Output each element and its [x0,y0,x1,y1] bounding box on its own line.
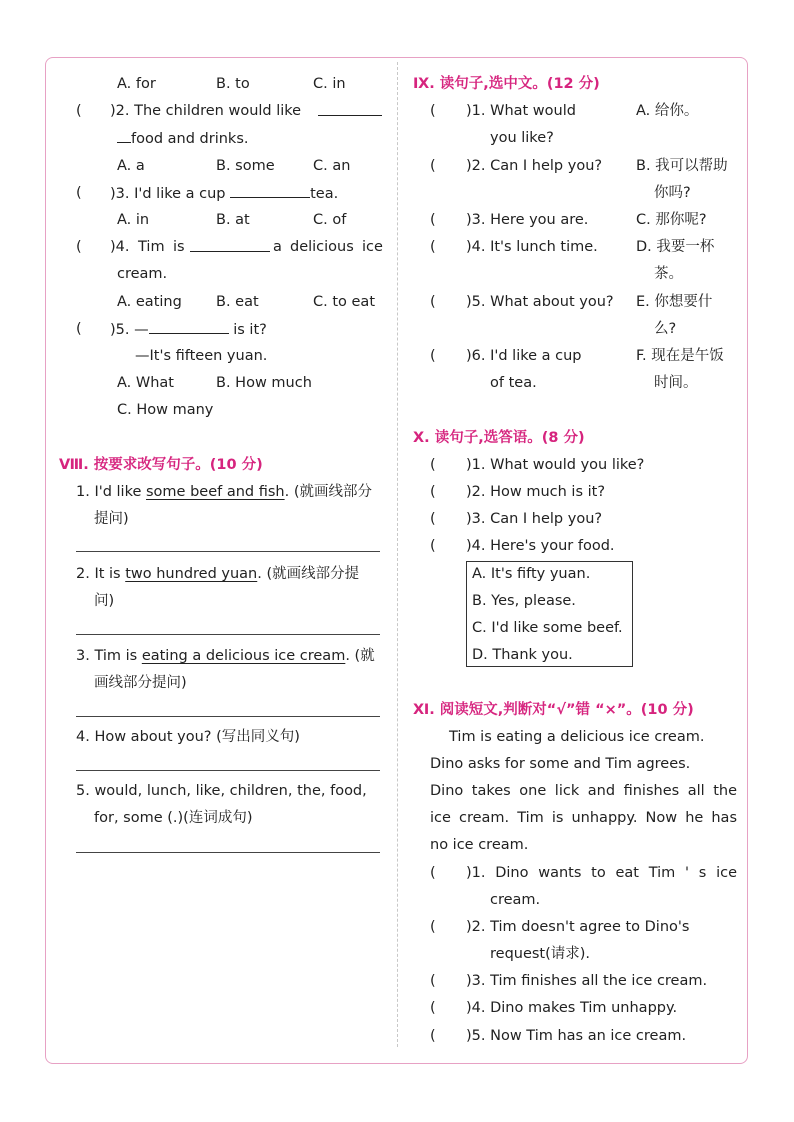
s11-statement: )4. Dino makes Tim unhappy. [466,1000,678,1016]
s8-item-2-cont: 问) [94,593,115,609]
s9-question: )6. I'd like a cup [466,348,582,364]
column-divider [397,62,398,1047]
s9-paren: ( [430,103,436,119]
s8-item-5: 5. would, lunch, like, children, the, food, [76,783,367,799]
s11-paren: ( [430,865,436,881]
s8-item-1: 1. I'd like some beef and fish. (就画线部分 [76,484,372,500]
answer-line[interactable] [76,716,380,717]
s10-question: )4. Here's your food. [466,538,615,554]
s8-item-3-cont: 画线部分提问) [94,675,187,691]
answer-option: A. It's fifty yuan. [472,566,591,582]
s9-question: )5. What about you? [466,294,614,310]
q4-option-b: B. eat [216,294,259,310]
s9-paren: ( [430,348,436,364]
s9-paren: ( [430,158,436,174]
s9-question: )4. It's lunch time. [466,239,598,255]
q5-paren: ( [76,321,82,337]
q4-word: a [273,239,282,255]
passage-line: Dino takes one lick and finishes all the [430,783,737,799]
s9-option: D. 我要一杯 [636,239,715,255]
q4-option-a: A. eating [117,294,182,310]
s9-paren: ( [430,212,436,228]
q2-option-a: A. a [117,158,145,174]
s8-item-5-cont: for, some (.)(连词成句) [94,810,253,826]
q5-option-b: B. How much [216,375,312,391]
s9-option: B. 我可以帮助 [636,158,728,174]
s9-option: E. 你想要什 [636,294,713,310]
answer-option: D. Thank you. [472,647,573,663]
s11-statement-cont: cream. [490,892,541,908]
answer-line[interactable] [76,770,380,771]
s9-question-cont: of tea. [490,375,537,391]
s8-item-2: 2. It is two hundred yuan. (就画线部分提 [76,566,360,582]
s10-paren: ( [430,457,436,473]
q5-option-c: C. How many [117,402,214,418]
answer-option: C. I'd like some beef. [472,620,623,636]
q1-option-a: A. for [117,76,156,92]
s11-statement-cont: request(请求). [490,946,591,962]
q3-question: )3. I'd like a cup tea. [110,183,338,204]
q2-blank[interactable] [318,101,382,122]
q1-option-b: B. to [216,76,250,92]
s8-item-3: 3. Tim is eating a delicious ice cream. (就 [76,648,375,664]
q5-option-a: A. What [117,375,174,391]
s11-paren: ( [430,1000,436,1016]
s10-question: )1. What would you like? [466,457,645,473]
q2-option-c: C. an [313,158,351,174]
s9-option: A. 给你。 [636,103,699,119]
passage-line: Tim is eating a delicious ice cream. [449,729,705,745]
s9-question-cont: you like? [490,130,554,146]
q4-paren: ( [76,239,82,255]
q2-continuation: food and drinks. [117,128,249,149]
answer-line[interactable] [76,551,380,552]
s9-option-cont: 么? [654,321,677,337]
s11-paren: ( [430,973,436,989]
s9-option-cont: 你吗? [654,185,691,201]
answer-line[interactable] [76,852,380,853]
s10-paren: ( [430,484,436,500]
passage-line: ice cream. Tim is unhappy. Now he has [430,810,737,826]
s11-statement: )3. Tim finishes all the ice cream. [466,973,708,989]
s9-question: )3. Here you are. [466,212,589,228]
q4-word: Tim [138,239,165,255]
s11-paren: ( [430,1028,436,1044]
section-8-title: Ⅷ. 按要求改写句子。(10 分) [59,457,263,473]
q4-blank[interactable] [190,237,270,258]
s9-paren: ( [430,239,436,255]
s8-item-4: 4. How about you? (写出同义句) [76,729,300,745]
s10-question: )2. How much is it? [466,484,606,500]
q3-option-b: B. at [216,212,250,228]
q4-word: ice [362,239,383,255]
passage-line: Dino asks for some and Tim agrees. [430,756,691,772]
answer-option: B. Yes, please. [472,593,576,609]
q2-option-b: B. some [216,158,275,174]
q5-question: )5. — is it? [110,319,267,340]
q4-word: is [173,239,185,255]
s10-question: )3. Can I help you? [466,511,603,527]
s9-question: )1. What would [466,103,576,119]
q1-option-c: C. in [313,76,346,92]
q2-question: )2. The children would like [110,103,302,119]
q3-paren: ( [76,185,82,201]
section-11-title: Ⅺ. 阅读短文,判断对“√”错 “×”。(10 分) [413,702,694,718]
q3-option-a: A. in [117,212,150,228]
s9-option: F. 现在是午饭 [636,348,724,364]
q4-option-c: C. to eat [313,294,376,310]
s10-paren: ( [430,538,436,554]
q5-answer: —It's fifteen yuan. [135,348,268,364]
s11-statement: )2. Tim doesn't agree to Dino's [466,919,690,935]
s9-option: C. 那你呢? [636,212,707,228]
passage-line: no ice cream. [430,837,529,853]
section-9-title: Ⅸ. 读句子,选中文。(12 分) [413,76,600,92]
s11-statement: )5. Now Tim has an ice cream. [466,1028,687,1044]
q4-continuation: cream. [117,266,168,282]
s9-option-cont: 茶。 [654,266,683,282]
q4-word: delicious [290,239,354,255]
s9-paren: ( [430,294,436,310]
q4-number: )4. [110,239,130,255]
s9-option-cont: 时间。 [654,375,698,391]
q2-paren: ( [76,103,82,119]
s9-question: )2. Can I help you? [466,158,603,174]
q3-option-c: C. of [313,212,347,228]
s11-statement: )1. Dino wants to eat Tim ' s ice [466,865,737,881]
section-10-title: Ⅹ. 读句子,选答语。(8 分) [413,430,585,446]
s8-item-1-cont: 提问) [94,511,129,527]
s11-paren: ( [430,919,436,935]
s10-paren: ( [430,511,436,527]
answer-line[interactable] [76,634,380,635]
